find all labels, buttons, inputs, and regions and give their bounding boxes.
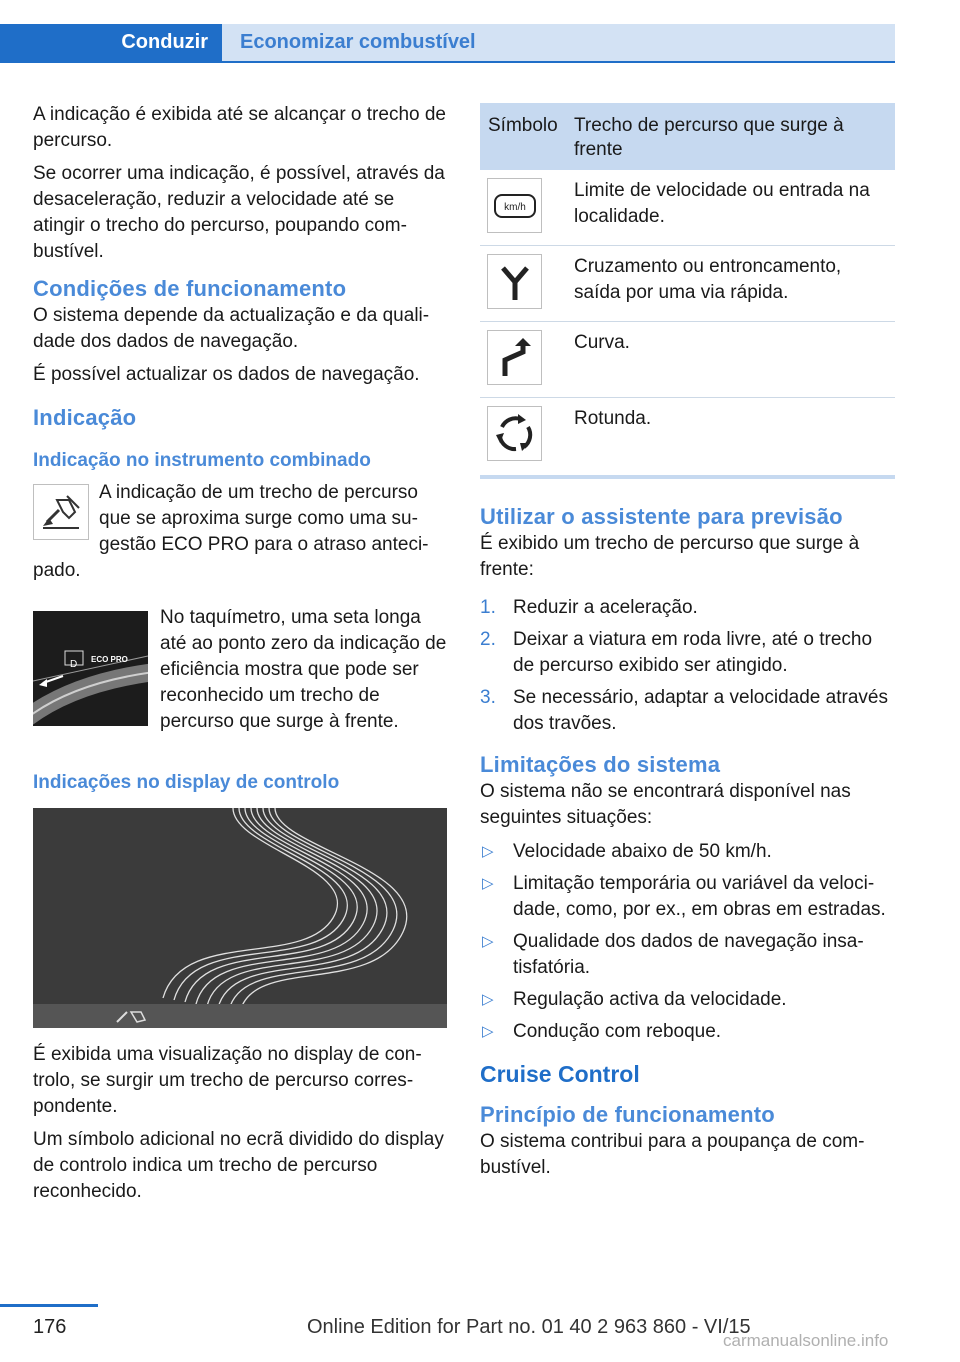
right-column bbox=[480, 103, 895, 1188]
speedometer-eco-pro-image bbox=[33, 611, 148, 726]
table-header-row bbox=[480, 103, 895, 170]
limitations-list bbox=[480, 839, 895, 1045]
paragraph: É exibida uma visualização no display de controlo, se surgir um trecho de percurso correspondente. bbox=[33, 1044, 422, 1117]
list-item: ▷ Qualidade dos dados de navegação insatisfatória. bbox=[482, 931, 864, 978]
heading-limitacoes: Limitações do sistema bbox=[480, 752, 721, 777]
curve-icon bbox=[487, 330, 542, 385]
heading-instrumento: Indicação no instrumento combinado bbox=[33, 450, 371, 471]
paragraph: A indicação de um trecho de percurso que se aproxima surge como uma sugestão ECO PRO para o atraso antecipado. bbox=[33, 482, 429, 581]
table-row bbox=[480, 398, 895, 478]
left-column bbox=[33, 102, 447, 1212]
table-row bbox=[480, 246, 895, 322]
page-number: 176 bbox=[33, 1316, 67, 1338]
tab-conduzir[interactable]: Conduzir bbox=[0, 24, 222, 61]
steps-list bbox=[480, 595, 895, 737]
eco-pro-anticipation-icon bbox=[33, 484, 89, 540]
heading-cruise-control: Cruise Control bbox=[480, 1061, 640, 1087]
table-cell-text: Cruzamento ou entroncamento, saída por uma via rápida. bbox=[566, 246, 895, 322]
paragraph: Se ocorrer uma indicação, é possível, através da desaceleração, reduzir a velocidade até se atingir o trecho do percurso, poupando combustível. bbox=[33, 163, 445, 262]
heading-condicoes: Condições de funcionamento bbox=[33, 276, 347, 301]
footer-divider bbox=[0, 1304, 98, 1307]
heading-principio: Princípio de funcionamento bbox=[480, 1102, 775, 1127]
paragraph: A indicação é exibida até se alcançar o trecho de percurso. bbox=[33, 104, 446, 151]
list-item: ▷ Limitação temporária ou variável da velocidade, como, por ex., em obras em estradas. bbox=[482, 873, 886, 920]
heading-assistente: Utilizar o assistente para previsão bbox=[480, 504, 843, 529]
list-item: 2. Deixar a viatura em roda livre, até o trecho de percurso exibido ser atingido. bbox=[480, 629, 873, 676]
heading-display: Indicações no display de controlo bbox=[33, 772, 340, 793]
table-cell-text: Limite de velocidade ou entrada na localidade. bbox=[566, 170, 895, 246]
table-header-route: Trecho de percurso que surge à frente bbox=[566, 103, 895, 170]
list-item: ▷ Regulação activa da velocidade. bbox=[480, 987, 895, 1013]
triangle-bullet-icon: ▷ bbox=[482, 1023, 494, 1040]
tab-economizar-combustivel[interactable]: Economizar combustível bbox=[222, 24, 895, 61]
paragraph: No taquímetro, uma seta longa até ao ponto zero da indicação de eficiência mostra que pode ser reconhecido um trecho de percurso que surge à frente. bbox=[160, 607, 447, 732]
list-item: ▷ Condução com reboque. bbox=[480, 1019, 895, 1045]
list-item: 1. Reduzir a aceleração. bbox=[480, 597, 698, 618]
paragraph: O sistema não se encontrará disponível nas seguintes situações: bbox=[480, 781, 851, 828]
watermark: carmanualsonline.info bbox=[723, 1331, 889, 1350]
edition-text: Online Edition for Part no. 01 40 2 963 860 - VI/15 bbox=[307, 1316, 751, 1338]
junction-icon bbox=[487, 254, 542, 309]
roundabout-icon bbox=[487, 406, 542, 461]
speed-limit-icon-text: km/h bbox=[503, 201, 526, 213]
paragraph: O sistema depende da actualização e da qualidade dos dados de navegação. bbox=[33, 305, 430, 352]
eco-pro-label: ECO PRO bbox=[91, 655, 128, 664]
table-header-symbol: Símbolo bbox=[480, 103, 566, 170]
triangle-bullet-icon: ▷ bbox=[482, 843, 494, 860]
table-row bbox=[480, 322, 895, 398]
gear-indicator: D bbox=[70, 659, 78, 670]
paragraph: Um símbolo adicional no ecrã dividido do display de controlo indica um trecho de percurso reconhecido. bbox=[33, 1129, 444, 1202]
triangle-bullet-icon: ▷ bbox=[482, 875, 494, 892]
table-row bbox=[480, 170, 895, 246]
header-tabbar bbox=[0, 24, 895, 62]
table-cell-text: Curva. bbox=[566, 322, 895, 398]
triangle-bullet-icon: ▷ bbox=[482, 933, 494, 950]
speed-limit-icon bbox=[487, 178, 542, 233]
control-display-route-image bbox=[33, 808, 447, 1028]
paragraph: É exibido um trecho de percurso que surge à frente: bbox=[480, 533, 860, 580]
table-cell-text: Rotunda. bbox=[566, 398, 895, 478]
symbol-table bbox=[480, 103, 895, 479]
paragraph: O sistema contribui para a poupança de combustível. bbox=[480, 1131, 865, 1178]
list-item: 3. Se necessário, adaptar a velocidade através dos travões. bbox=[480, 687, 888, 734]
paragraph: É possível actualizar os dados de navegação. bbox=[33, 364, 420, 385]
header-divider bbox=[0, 61, 895, 63]
list-item: ▷ Velocidade abaixo de 50 km/h. bbox=[480, 839, 895, 865]
triangle-bullet-icon: ▷ bbox=[482, 991, 494, 1008]
heading-indicacao: Indicação bbox=[33, 405, 137, 430]
